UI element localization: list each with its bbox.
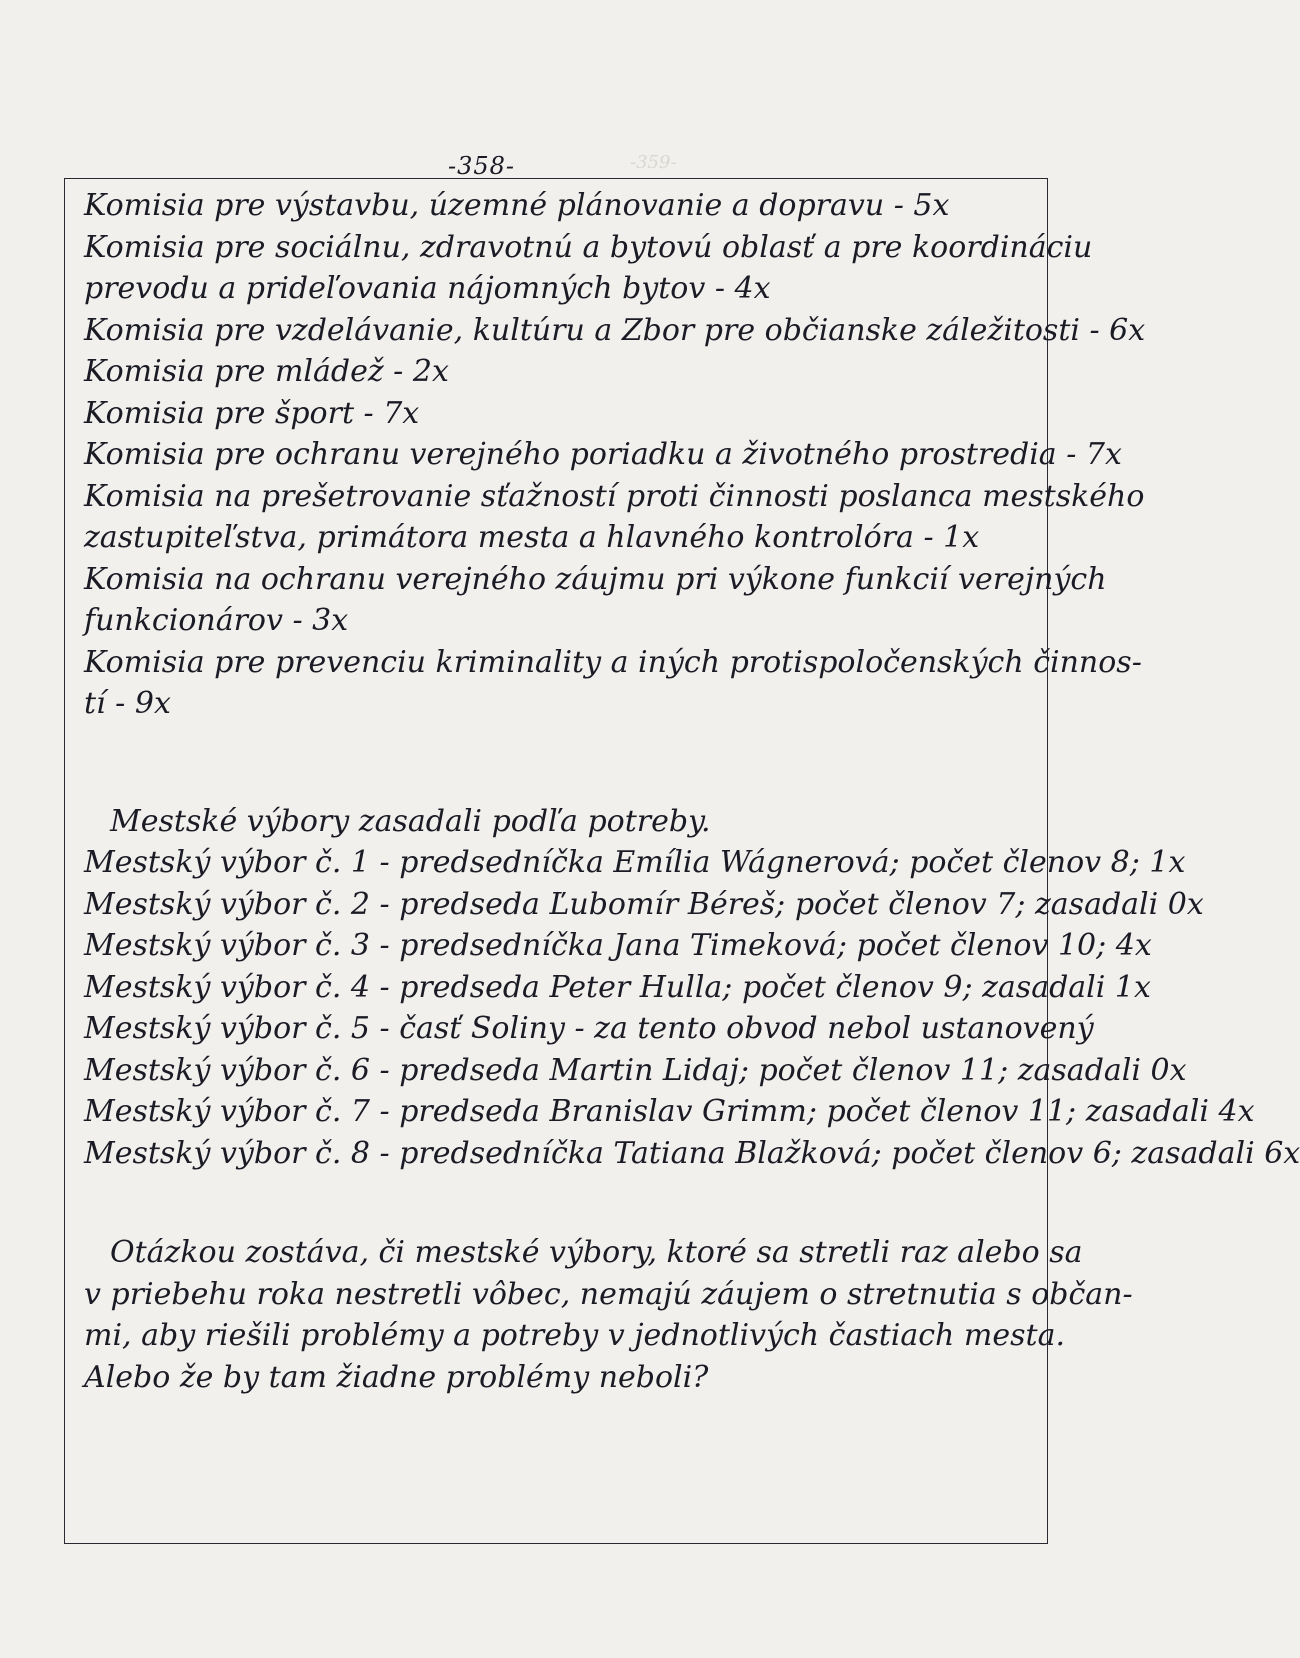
closing-line: Otázkou zostáva, či mestské výbory, ktoré sa stretli raz alebo sa — [110, 1235, 1083, 1270]
commission-line: prevodu a prideľovania nájomných bytov - 4x — [84, 271, 771, 306]
committee-line: Mestský výbor č. 1 - predsedníčka Emília Wágnerová; počet členov 8; 1x — [84, 845, 1186, 880]
commission-line: Komisia pre šport - 7x — [84, 395, 420, 431]
commission-line: Komisia na ochranu verejného záujmu pri výkone funkcií verejných — [84, 561, 1107, 597]
commission-line: funkcionárov - 3x — [84, 603, 349, 638]
committees-intro: Mestské výbory zasadali podľa potreby. — [110, 803, 711, 839]
committee-line: Mestský výbor č. 4 - predseda Peter Hulla; počet členov 9; zasadali 1x — [84, 969, 1151, 1005]
closing-paragraph — [84, 1232, 1133, 1398]
commission-line: Komisia pre ochranu verejného poriadku a životného prostredia - 7x — [84, 437, 1122, 472]
closing-line: Alebo že by tam žiadne problémy neboli? — [84, 1359, 709, 1395]
commission-line: zastupiteľstva, primátora mesta a hlavného kontrolóra - 1x — [84, 520, 980, 555]
page-number: -358- — [448, 152, 516, 180]
closing-line: mi, aby riešili problémy a potreby v jednotlivých častiach mesta. — [84, 1318, 1065, 1353]
ghost-page-number: -359- — [630, 152, 677, 173]
commissions-list — [84, 185, 1146, 725]
commission-line: Komisia pre prevenciu kriminality a iných protispoločenských činnos- — [84, 644, 1142, 680]
closing-line: v priebehu roka nestretli vôbec, nemajú záujem o stretnutia s občan- — [84, 1276, 1133, 1312]
committees-list — [84, 801, 1300, 1175]
commission-line: Komisia pre mládež - 2x — [84, 354, 449, 389]
commission-line: Komisia na prešetrovanie sťažností proti činnosti poslanca mestského — [84, 478, 1145, 514]
committee-line: Mestský výbor č. 5 - časť Soliny - za tento obvod nebol ustanovený — [84, 1011, 1094, 1046]
committee-line: Mestský výbor č. 6 - predseda Martin Lidaj; počet členov 11; zasadali 0x — [84, 1052, 1187, 1088]
handwritten-text — [84, 185, 1300, 1398]
commission-line: Komisia pre výstavbu, územné plánovanie a dopravu - 5x — [84, 188, 950, 223]
committee-line: Mestský výbor č. 3 - predsedníčka Jana Timeková; počet členov 10; 4x — [84, 928, 1152, 963]
committee-line: Mestský výbor č. 8 - predsedníčka Tatiana Blažková; počet členov 6; zasadali 6x — [84, 1135, 1300, 1171]
commission-line: tí - 9x — [84, 686, 171, 721]
committee-line: Mestský výbor č. 7 - predseda Branislav Grimm; počet členov 11; zasadali 4x — [84, 1094, 1255, 1129]
committee-line: Mestský výbor č. 2 - predseda Ľubomír Béreš; počet členov 7; zasadali 0x — [84, 886, 1204, 922]
commission-line: Komisia pre sociálnu, zdravotnú a bytovú oblasť a pre koordináciu — [84, 229, 1093, 265]
commission-line: Komisia pre vzdelávanie, kultúru a Zbor pre občianske záležitosti - 6x — [84, 312, 1146, 348]
